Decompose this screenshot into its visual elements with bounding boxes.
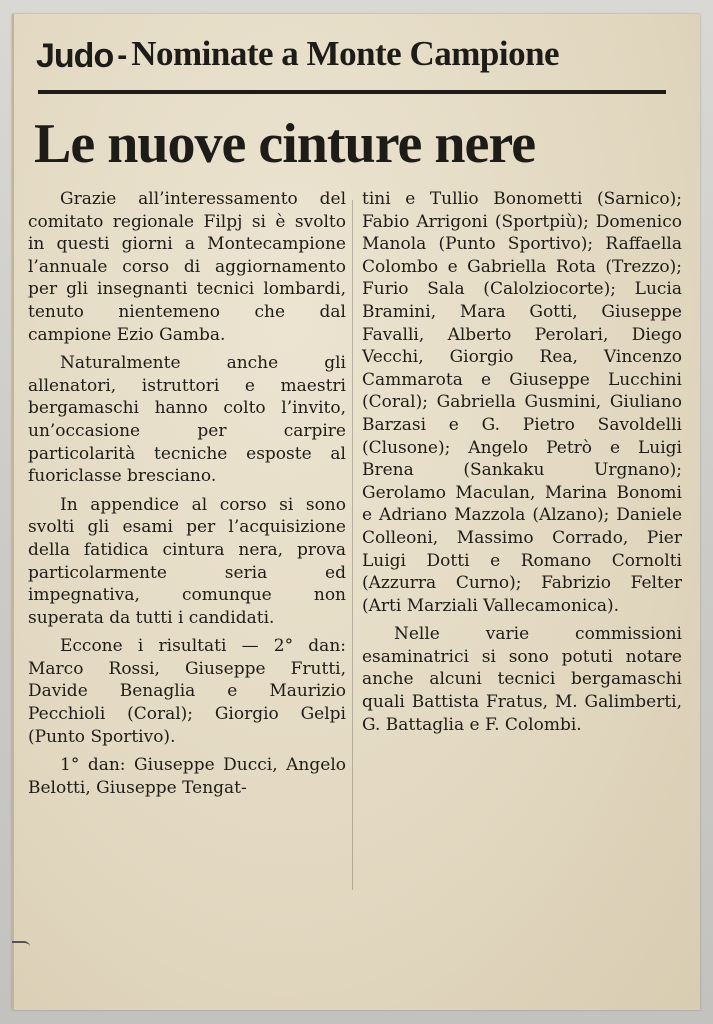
kicker-dash: - xyxy=(117,39,128,72)
headline: Le nuove cinture nere xyxy=(34,113,536,175)
article-column-left xyxy=(28,188,346,805)
paragraph: Eccone i risultati — 2° dan: Marco Rossi, Giuseppe Frutti, Davide Benaglia e Maurizio Pecchioli (Coral); Giorgio Gelpi (Punto Sportivo). xyxy=(28,636,346,747)
paragraph: In appendice al corso si sono svolti gli esami per l’acquisizione della fatidica cintura nera, prova particolarmente seria ed impegnativa, comunque non superata da tutti i candidati. xyxy=(28,494,346,628)
kicker-text: Nominate a Monte Campione xyxy=(131,34,560,73)
paragraph: Naturalmente anche gli allenatori, istruttori e maestri bergamaschi hanno colto l’invito, un’occasione per carpire particolarità tecniche esposte al fuoriclasse bresciano. xyxy=(28,353,346,487)
article-column-right xyxy=(362,188,682,742)
headline-rule xyxy=(38,90,666,94)
paragraph: Nelle varie commissioni esaminatrici si sono potuti notare anche alcuni tecnici bergamaschi quali Battista Fratus, M. Galimberti, G. Battaglia e F. Colombi. xyxy=(362,624,682,735)
paper-fold xyxy=(12,941,30,951)
newspaper-clipping xyxy=(12,14,700,1010)
paragraph: Grazie all’interessamento del comitato regionale Filpj si è svolto in questi giorni a Montecampione l’annuale corso di aggiornamento per gli insegnanti tecnici lombardi, tenuto nientemeno che dal campione Ezio Gamba. xyxy=(28,189,346,345)
column-divider xyxy=(352,200,353,890)
kicker-sport: Judo xyxy=(36,37,114,75)
paragraph: 1° dan: Giuseppe Ducci, Angelo Belotti, Giuseppe Tengat- xyxy=(28,755,346,798)
paragraph: tini e Tullio Bonometti (Sarnico); Fabio Arrigoni (Sportpiù); Domenico Manola (Punto Sportivo); Raffaella Colombo e Gabriella Rota (Trezzo); Furio Sala (Calolziocorte); Lucia Bramini, Mara Gotti, Giuseppe Favalli, Alberto Perolari, Diego Vecchi, Giorgio Rea, Vincenzo Cammarota e Giuseppe Lucchini (Coral); Gabriella Gusmini, Giuliano Barzasi e G. Pietro Savoldelli (Clusone); Angelo Petrò e Luigi Brena (Sankaku Urgnano); Gerolamo Maculan, Marina Bonomi e Adriano Mazzola (Alzano); Daniele Colleoni, Massimo Corrado, Pier Luigi Dotti e Romano Cornolti (Azzurra Curno); Fabrizio Felter (Arti Marziali Vallecamonica). xyxy=(362,189,682,616)
kicker-line xyxy=(36,34,676,90)
clipping-edge xyxy=(12,14,14,1010)
